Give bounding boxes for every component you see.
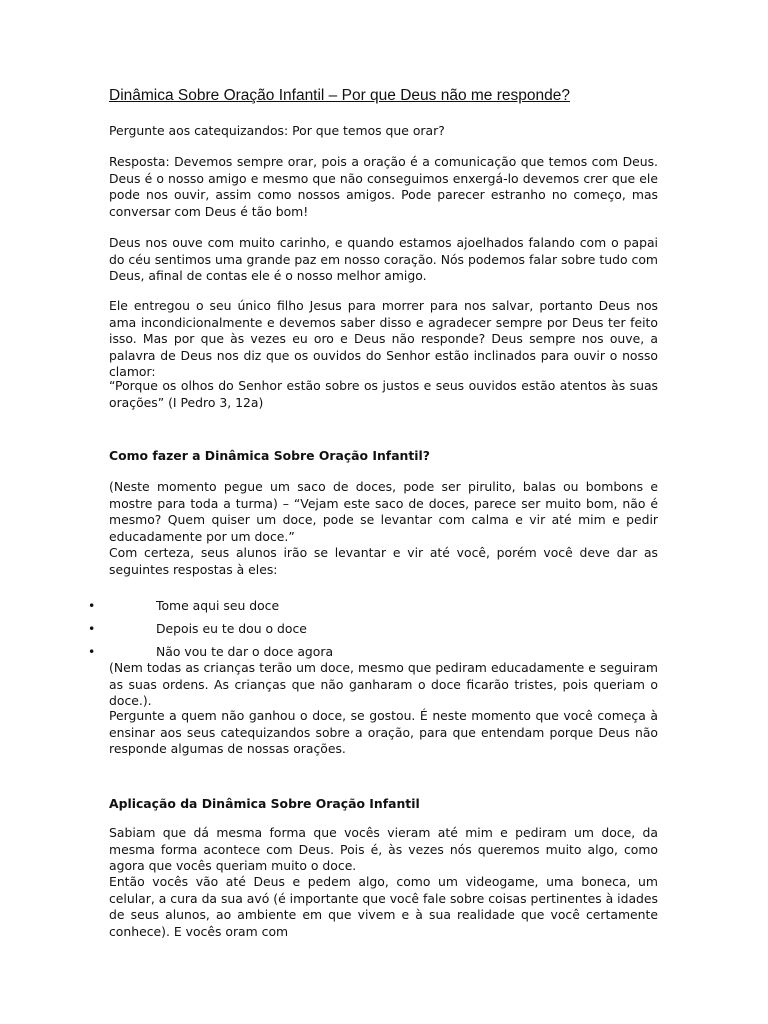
- paragraph-bible-quote: “Porque os olhos do Senhor estão sobre os justos e seus ouvidos estão atentos às suas orações” (I Pedro 3, 12a): [109, 378, 658, 410]
- paragraph-ask-god: Então vocês vão até Deus e pedem algo, como um videogame, uma boneca, um celular, a cura da sua avó (é importante que você fale sobre coisas pertinentes à idades de seus alunos, ao ambiente em que vivem e à sua realidade que você certamente conhece). E vocês oram com: [109, 874, 658, 939]
- paragraph-answer: Resposta: Devemos sempre orar, pois a oração é a comunicação que temos com Deus. Deus é o nosso amigo e mesmo que não conseguimos enxergá-lo devemos crer que ele pode nos ouvir, assim como nossos amigos. Pode parecer estranho no começo, mas conversar com Deus é tão bom!: [109, 154, 658, 219]
- paragraph-jesus: Ele entregou o seu único filho Jesus para morrer para nos salvar, portanto Deus nos ama incondicionalmente e devemos saber disso e agradecer sempre por Deus ter feito isso. Mas por que às vezes eu oro e Deus não responde? Deus sempre nos ouve, a palavra de Deus nos diz que os ouvidos do Senhor estão inclinados para ouvir o nosso clamor:: [109, 298, 658, 379]
- paragraph-ask-who-lost: Pergunte a quem não ganhou o doce, se gostou. É neste momento que você começa à ensinar aos seus catequizandos sobre a oração, para que entendam porque Deus não responde algumas de nossas orações.: [109, 708, 658, 756]
- bullet-icon: •: [88, 621, 96, 636]
- paragraph-god-listens: Deus nos ouve com muito carinho, e quando estamos ajoelhados falando com o papai do céu sentimos uma grande paz em nosso coração. Nós podemos falar sobre tudo com Deus, afinal de contas ele é o nosso melhor amigo.: [109, 235, 658, 283]
- document-title: Dinâmica Sobre Oração Infantil – Por que Deus não me responde?: [109, 87, 570, 104]
- paragraph-candy-bag: (Neste momento pegue um saco de doces, pode ser pirulito, balas ou bombons e mostre para toda a turma) – “Vejam este saco de doces, parece ser muito bom, não é mesmo? Quem quiser um doce, pode se levantar com calma e vir até mim e pedir educadamente por um doce.”: [109, 479, 658, 544]
- list-item-text: Tome aqui seu doce: [156, 598, 280, 613]
- bullet-icon: •: [88, 598, 96, 613]
- paragraph-students-come: Com certeza, seus alunos irão se levantar e vir até você, porém você deve dar as seguintes respostas à eles:: [109, 545, 658, 577]
- paragraph-question: Pergunte aos catequizandos: Por que temos que orar?: [109, 123, 445, 138]
- section-heading-application: Aplicação da Dinâmica Sobre Oração Infantil: [109, 796, 420, 811]
- paragraph-same-with-god: Sabiam que dá mesma forma que vocês vieram até mim e pediram um doce, da mesma forma acontece com Deus. Pois é, às vezes nós queremos muito algo, como agora que vocês queriam muito o doce.: [109, 825, 658, 873]
- list-item-text: Depois eu te dou o doce: [156, 621, 307, 636]
- list-item-text: Não vou te dar o doce agora: [156, 644, 334, 659]
- bullet-icon: •: [88, 644, 96, 659]
- section-heading-how-to: Como fazer a Dinâmica Sobre Oração Infantil?: [109, 448, 430, 463]
- paragraph-not-all-children: (Nem todas as crianças terão um doce, mesmo que pediram educadamente e seguiram as suas ordens. As crianças que não ganharam o doce ficarão tristes, pois queriam o doce.).: [109, 660, 658, 708]
